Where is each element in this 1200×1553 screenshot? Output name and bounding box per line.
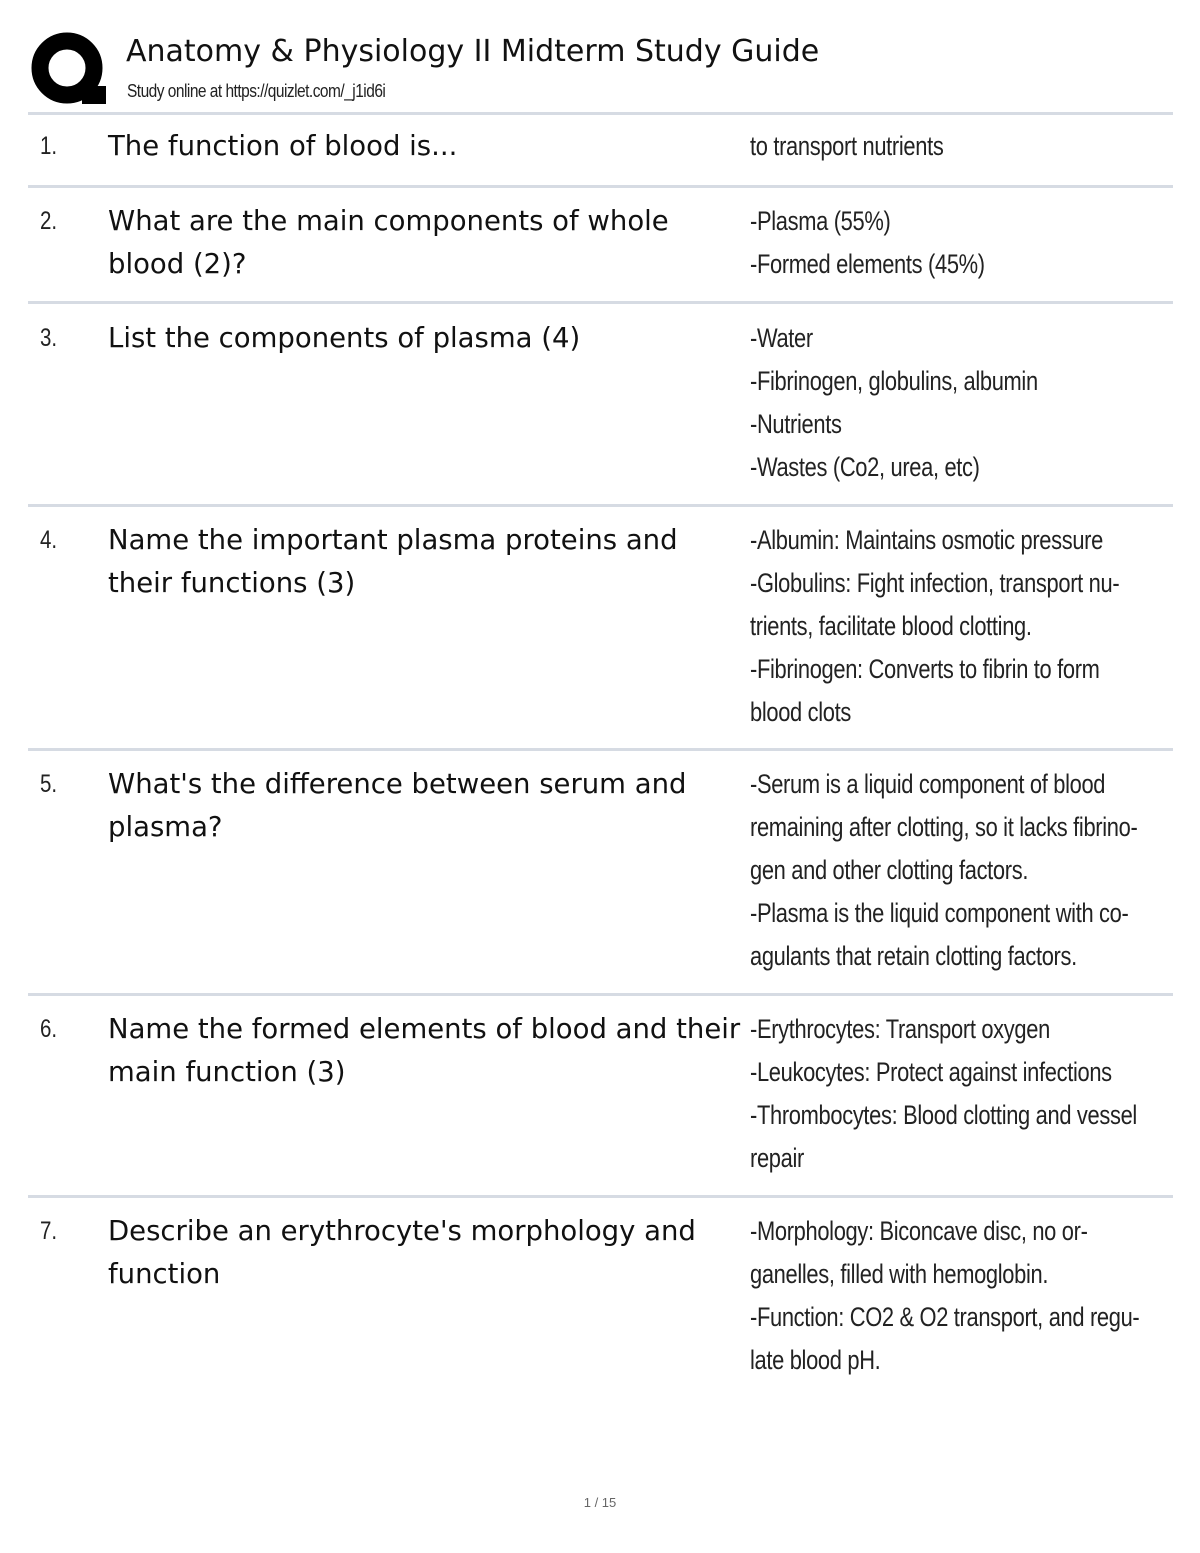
definition-line: -Morphology: Biconcave disc, no or- [750,1216,1088,1246]
divider [28,1195,1173,1198]
card-number: 3. [40,324,58,352]
card-term: Name the important plasma proteins and their functions (3) [108,524,678,599]
card-number: 5. [40,770,58,798]
definition-line: late blood pH. [750,1345,881,1375]
card-definition [750,317,1155,489]
definition-line: -Function: CO2 & O2 transport, and regu- [750,1302,1140,1332]
definition-line: -Erythrocytes: Transport oxygen [750,1014,1050,1044]
document-header [30,30,1172,112]
card-term: List the components of plasma (4) [108,322,581,354]
definition-line: -Formed elements (45%) [750,249,985,279]
definition-line: agulants that retain clotting factors. [750,941,1077,971]
definition-line: -Plasma (55%) [750,206,891,236]
definition-line: -Wastes (Co2, urea, etc) [750,452,980,482]
card-definition [750,1210,1155,1382]
definition-line: trients, facilitate blood clotting. [750,611,1032,641]
card-term: Describe an erythrocyte's morphology and function [108,1215,696,1290]
card-number: 7. [40,1217,58,1245]
card-term: The function of blood is... [108,130,458,162]
divider [28,993,1173,996]
card-number: 1. [40,132,58,160]
definition-line: ganelles, filled with hemoglobin. [750,1259,1049,1289]
definition-line: -Serum is a liquid component of blood [750,769,1106,799]
divider [28,112,1173,115]
card-term: What are the main components of whole blood (2)? [108,205,669,280]
definition-line: -Fibrinogen: Converts to fibrin to form [750,654,1100,684]
quizlet-q-logo-icon [30,30,108,108]
definition-line: -Albumin: Maintains osmotic pressure [750,525,1103,555]
definition-line: -Leukocytes: Protect against infections [750,1057,1112,1087]
definition-line: -Globulins: Fight infection, transport nu- [750,568,1120,598]
card-number: 6. [40,1015,58,1043]
definition-line: remaining after clotting, so it lacks fibrino- [750,812,1138,842]
divider [28,504,1173,507]
definition-line: -Thrombocytes: Blood clotting and vessel [750,1100,1137,1130]
definition-line: to transport nutrients [750,131,944,161]
card-definition [750,763,1155,978]
divider [28,185,1173,188]
card-number: 2. [40,207,58,235]
definition-line: -Water [750,323,813,353]
card-term: What's the difference between serum and plasma? [108,768,687,843]
definition-line: -Fibrinogen, globulins, albumin [750,366,1038,396]
definition-line: blood clots [750,697,851,727]
definition-line: gen and other clotting factors. [750,855,1029,885]
card-term: Name the formed elements of blood and their main function (3) [108,1013,741,1088]
card-definition [750,125,1155,168]
document-title: Anatomy & Physiology II Midterm Study Guide [126,34,820,69]
card-definition [750,200,1155,286]
divider [28,748,1173,751]
definition-line: repair [750,1143,804,1173]
definition-line: -Nutrients [750,409,842,439]
card-number: 4. [40,526,58,554]
definition-line: -Plasma is the liquid component with co- [750,898,1129,928]
divider [28,301,1173,304]
card-definition [750,1008,1155,1180]
page-indicator: 1 / 15 [583,1495,617,1510]
study-online-link[interactable]: Study online at https://quizlet.com/_j1id6i [127,81,386,101]
card-definition [750,519,1155,734]
